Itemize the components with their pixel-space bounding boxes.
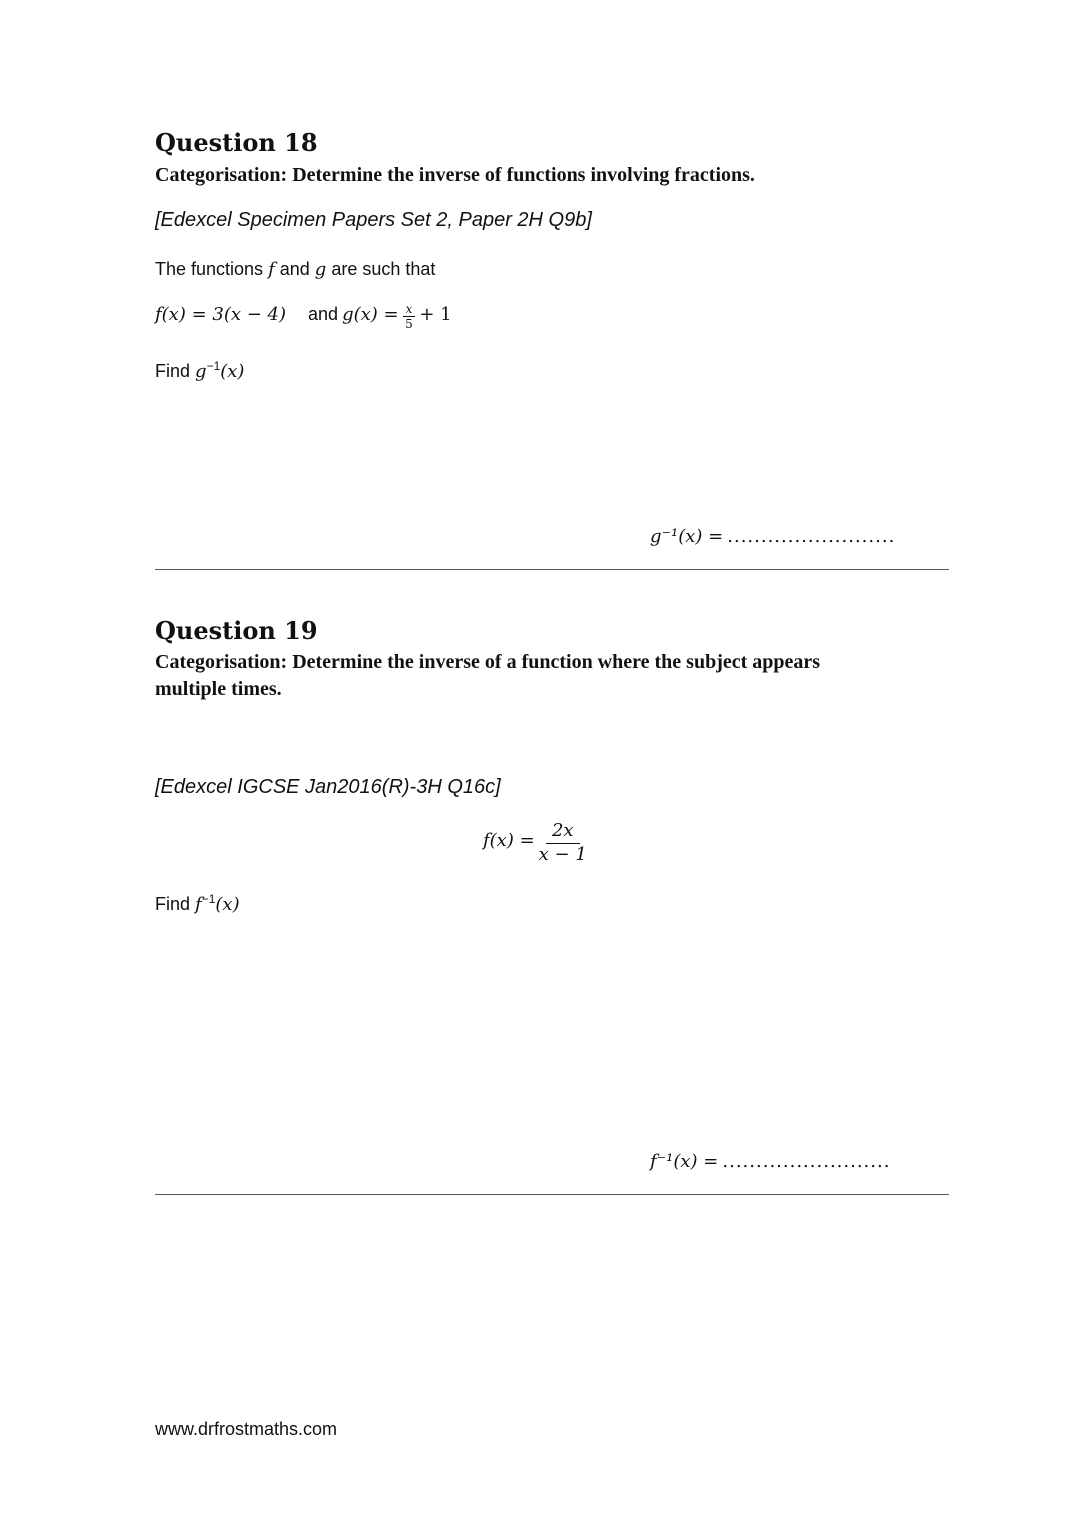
question-19-answer-line[interactable]	[650, 1151, 890, 1172]
intro-f: f	[268, 259, 275, 280]
answer-label: g⁻¹(x) =	[650, 526, 724, 547]
f-definition: f(x) = 3(x − 4)	[155, 304, 287, 326]
answer-dots[interactable]: .........................	[722, 1151, 891, 1172]
question-18-source: [Edexcel Specimen Papers Set 2, Paper 2H Q9b]	[155, 209, 592, 231]
find-superscript: −1	[206, 359, 221, 373]
g-numerator: x	[403, 302, 416, 317]
question-18-title: Question 18	[155, 128, 318, 157]
f-lhs: f(x) =	[483, 830, 535, 852]
question-18-answer-line[interactable]	[650, 526, 895, 547]
and-text: and	[308, 304, 339, 325]
g-denominator: 5	[405, 317, 413, 331]
f-numerator: 2x	[546, 820, 580, 844]
g-rest: + 1	[419, 304, 452, 326]
find-function: g	[195, 361, 207, 382]
f-fraction	[539, 820, 587, 865]
footer-url[interactable]: www.drfrostmaths.com	[155, 1419, 338, 1439]
question-19-function	[483, 820, 587, 865]
question-18-definitions	[155, 302, 452, 331]
find-argument: (x)	[220, 361, 245, 382]
divider	[155, 569, 949, 570]
question-19-find	[155, 892, 240, 915]
answer-dots[interactable]: .........................	[727, 526, 896, 547]
find-label: Find	[155, 894, 191, 914]
g-lhs: g(x) =	[342, 304, 399, 326]
question-19-categorisation: Categorisation: Determine the inverse of a function where the subject appears multiple times.	[155, 651, 821, 700]
question-19-source: [Edexcel IGCSE Jan2016(R)-3H Q16c]	[155, 776, 501, 798]
g-fraction	[403, 302, 416, 331]
question-18-find	[155, 359, 244, 382]
answer-label: f⁻¹(x) =	[650, 1151, 719, 1172]
intro-text: are such that	[326, 259, 436, 279]
find-superscript: −1	[201, 892, 216, 906]
question-18-categorisation: Categorisation: Determine the inverse of functions involving fractions.	[155, 164, 755, 186]
intro-g: g	[314, 259, 327, 280]
intro-text: and	[274, 259, 315, 279]
question-19-title: Question 19	[155, 616, 318, 645]
intro-text: The functions	[155, 259, 269, 279]
question-18-intro	[155, 259, 435, 280]
find-label: Find	[155, 361, 191, 381]
find-argument: (x)	[215, 894, 240, 915]
divider	[155, 1194, 949, 1195]
f-denominator: x − 1	[538, 844, 587, 865]
find-function: f	[195, 894, 202, 915]
